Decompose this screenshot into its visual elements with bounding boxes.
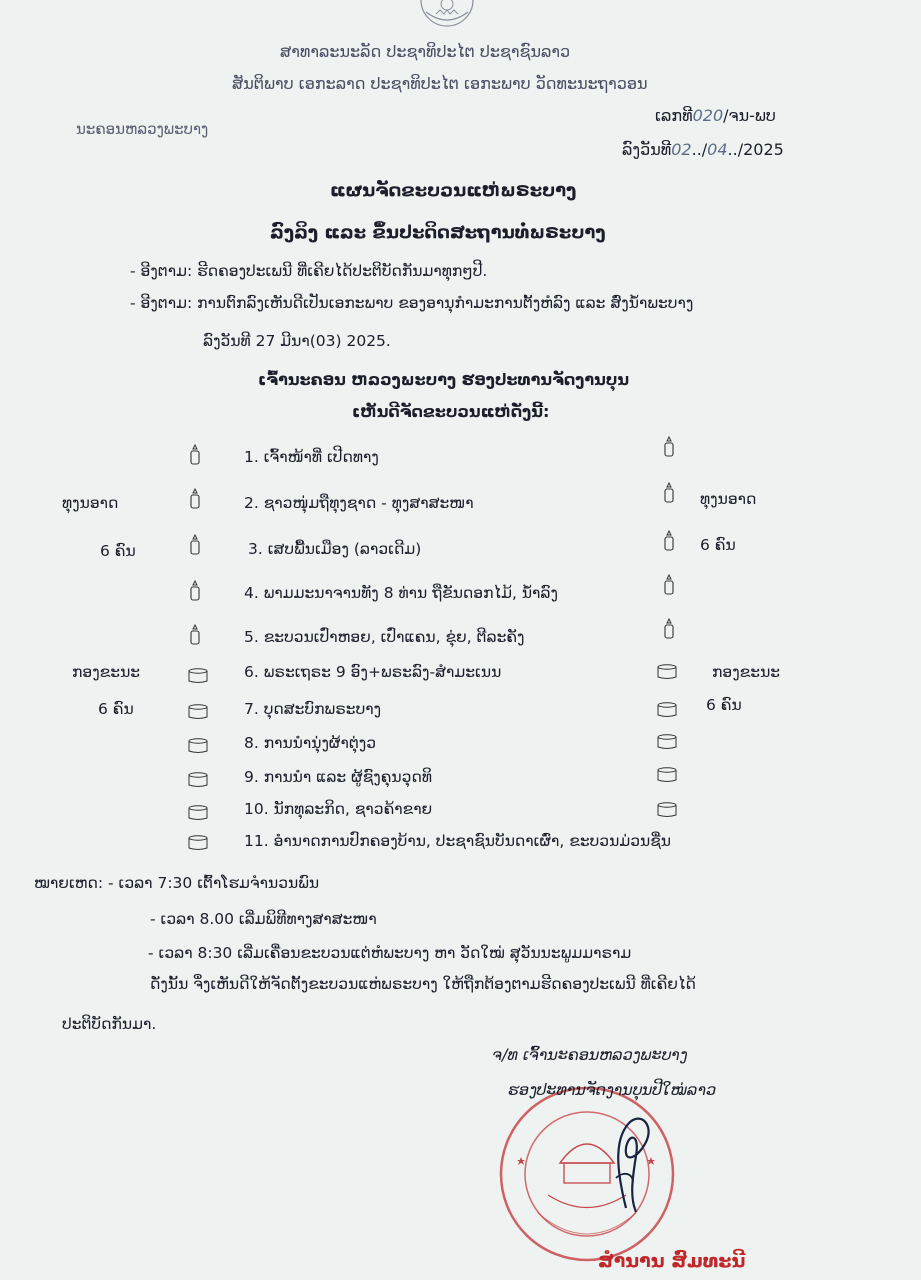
procession-item: 5. ຂະບວນເປົ່າຫອຍ, ເປົ່າແຄນ, ຂຸ່ຍ, ຕີລະຄັງ xyxy=(244,628,525,646)
drum-icon xyxy=(187,738,209,754)
procession-item: 11. ອຳນາດການປົກຄອງບ້ານ, ປະຊາຊົນບັນດາເຜົ່າ, ຂະບວນມ່ວນຊື່ນ xyxy=(244,832,672,850)
document-date: ລົງວັນທີ02../04../2025 xyxy=(622,140,784,159)
flag-bearer-icon xyxy=(662,574,676,596)
drum-icon xyxy=(187,772,209,788)
procession-item: 6. ພຣະເຖຣະ 9 ອົງ+ພຣະລົງ-ສຳມະເນນ xyxy=(244,663,502,681)
left-flag-group-label: ທຸງນອາດ xyxy=(62,494,119,512)
procession-item: 1. ເຈົ້າໜ້າທີ່ ເປີດທາງ xyxy=(244,448,379,466)
drum-icon xyxy=(656,702,678,718)
reference-number xyxy=(655,106,776,125)
drum-icon xyxy=(187,805,209,821)
date-day: 02 xyxy=(671,140,692,159)
basis-line-3: ລົງວັນທີ 27 ມີນາ(03) 2025. xyxy=(203,332,391,350)
drum-icon xyxy=(656,802,678,818)
procession-item: 4. ພາມມະນາຈານທັງ 8 ທ່ານ ຖືຂັນດອກໄມ້, ນ້ຳລົງ xyxy=(244,584,558,602)
note-line-3: - ເວລາ 8:30 ເລີ່ມເຄື່ອນຂະບວນແຕ່ຫໍພະບາງ ຫາ ວັດໃໝ່ ສຸວັນນະພູມມາຣາມ xyxy=(148,944,632,962)
flag-bearer-icon xyxy=(662,436,676,458)
note-line-2: - ເວລາ 8.00 ເລີ່ມພິທີທາງສາສະໜາ xyxy=(150,910,377,928)
document-subtitle: ລົງລິງ ແລະ ຂຶ້ນປະດິດສະຖານທໍ່ພຣະບາງ xyxy=(270,222,606,243)
left-drum-group-count: 6 ຄົນ xyxy=(98,700,134,718)
drum-icon xyxy=(656,664,678,680)
flag-bearer-icon xyxy=(662,530,676,552)
right-flag-group-count: 6 ຄົນ xyxy=(700,536,736,554)
procession-item: 2. ຊາວໜຸ່ມຖືທຸງຊາດ - ທຸງສາສະໜາ xyxy=(244,494,474,512)
national-emblem xyxy=(418,0,476,32)
national-motto: ສັນຕິພາບ ເອກະລາດ ປະຊາທິປະໄຕ ເອກະພາບ ວັດທະນະຖາວອນ xyxy=(232,74,648,93)
country-name: ສາທາລະນະລັດ ປະຊາທິປະໄຕ ປະຊາຊົນລາວ xyxy=(280,42,571,61)
flag-bearer-icon xyxy=(662,482,676,504)
left-drum-group-label: ກອງຂະນະ xyxy=(72,663,141,681)
signer-name: ສຳນານ ສົມທະນີ xyxy=(598,1250,746,1272)
flag-bearer-icon xyxy=(188,488,202,510)
drum-icon xyxy=(656,767,678,783)
document-title: ແຜນຈັດຂະບວນແຫ່ພຣະບາງ xyxy=(330,180,577,201)
left-flag-group-count: 6 ຄົນ xyxy=(100,542,136,560)
procession-item: 10. ນັກທຸລະກິດ, ຊາວຄ້າຂາຍ xyxy=(244,800,433,818)
procession-item: 8. ການນຳນຸ່ງຜ້າຕຸ່ງວ xyxy=(244,734,377,752)
note-line-1: ໝາຍເຫດ: - ເວລາ 7:30 ເຕົ້າໂຮມຈຳນວນພົນ xyxy=(34,874,320,892)
drum-icon xyxy=(187,835,209,851)
ref-prefix: ເລກທີ xyxy=(655,106,693,125)
authority-line-2: ເຫັນດີຈັດຂະບວນແຫ່ດັ່ງນີ້: xyxy=(352,402,550,421)
date-prefix: ລົງວັນທີ xyxy=(622,140,672,159)
procession-item: 3. ເສບພື້ນເມືອງ (ລາວເດີມ) xyxy=(248,540,422,558)
flag-bearer-icon xyxy=(188,534,202,556)
authority-line-1: ເຈົ້ານະຄອນ ຫລວງພະບາງ ຮອງປະທານຈັດງານບຸນ xyxy=(258,370,630,389)
drum-icon xyxy=(656,734,678,750)
ref-suffix: /ຈນ-ພບ xyxy=(723,106,776,125)
ref-number-handwritten: 020 xyxy=(692,106,724,125)
drum-icon xyxy=(187,704,209,720)
right-drum-group-count: 6 ຄົນ xyxy=(706,696,742,714)
handwritten-signature xyxy=(596,1108,666,1216)
procession-item: 9. ການນຳ ແລະ ຜູ້ຊົງຄຸນວຸດທິ xyxy=(244,768,432,786)
flag-bearer-icon xyxy=(188,444,202,466)
basis-line-1: - ອີງຕາມ: ຮີດຄອງປະເພນີ ທີ່ເຄີຍໄດ້ປະຕິບັດກັນມາທຸກໆປີ. xyxy=(130,262,488,280)
procession-item: 7. ບຸດສະບົກພຣະບາງ xyxy=(244,700,382,718)
flag-bearer-icon xyxy=(188,624,202,646)
right-flag-group-label: ທຸງນອາດ xyxy=(700,490,757,508)
signature-title-1: ຈ/ທ ເຈົ້ານະຄອນຫລວງພະບາງ xyxy=(492,1045,688,1064)
date-year: /2025 xyxy=(737,140,784,159)
signature-title-2: ຮອງປະທານຈັດງານບຸນປີໃໝ່ລາວ xyxy=(508,1080,717,1099)
right-drum-group-label: ກອງຂະນະ xyxy=(712,663,781,681)
issuing-office: ນະຄອນຫລວງພະບາງ xyxy=(76,120,209,138)
basis-line-2: - ອີງຕາມ: ການຕົກລົງເຫັນດີເປັນເອກະພາບ ຂອງອານຸກຳມະການຕັ້ງຫໍລົງ ແລະ ສົ່ງນ້ຳພະບາງ xyxy=(130,294,694,312)
date-month: 04 xyxy=(707,140,728,159)
conclusion-line-1: ດັ່ງນັ້ນ ຈຶ່ງເຫັນດີໃຫ້ຈັດຕັ້ງຂະບວນແຫ່ພຣະບາງ ໃຫ້ຖືກຕ້ອງຕາມຮີດຄອງປະເພນີ ທີ່ເຄີຍໄດ້ xyxy=(150,975,696,993)
flag-bearer-icon xyxy=(662,618,676,640)
conclusion-line-2: ປະຕິບັດກັນມາ. xyxy=(62,1015,157,1033)
drum-icon xyxy=(187,668,209,684)
flag-bearer-icon xyxy=(188,580,202,602)
